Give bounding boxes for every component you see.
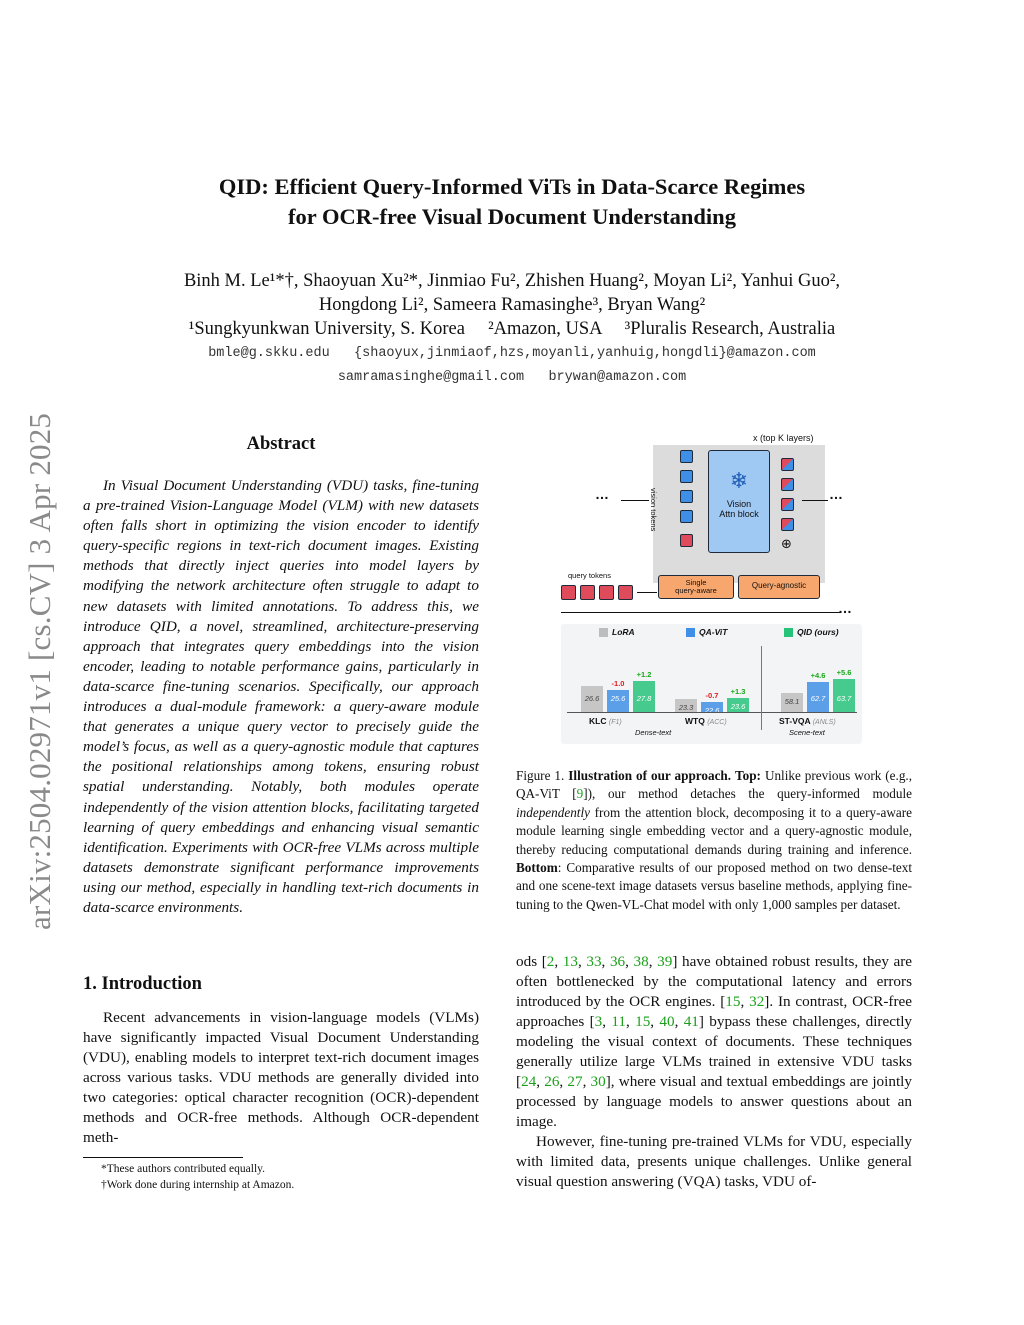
bar-value-label: 25.6	[610, 694, 626, 703]
bar-value-label: 62.7	[810, 694, 826, 703]
citation-link[interactable]: 13	[562, 953, 578, 970]
figure-caption	[516, 767, 912, 914]
output-token	[781, 478, 794, 491]
citation-link[interactable]: 32	[749, 993, 765, 1010]
output-token	[781, 458, 794, 471]
query-token	[680, 534, 693, 547]
x-label-klc-metric: (F1)	[608, 719, 622, 726]
emails-line2: samramasinghe@gmail.com brywan@amazon.com	[337, 370, 687, 385]
delta-label: +5.6	[836, 668, 852, 678]
citation-link[interactable]: 30	[590, 1073, 606, 1090]
caption-cite[interactable]: 9	[576, 786, 584, 802]
abstract-heading: Abstract	[246, 434, 316, 454]
plot-area	[567, 642, 857, 715]
authors-line1: Binh M. Le¹*†, Shaoyuan Xu²*, Jinmiao Fu², Zhishen Huang², Moyan Li², Yanhui Guo²,	[183, 271, 841, 291]
vision-attn-block	[708, 450, 770, 553]
category-scene-text: Scene-text	[789, 728, 825, 737]
x-label-klc	[589, 716, 622, 726]
query-token	[599, 585, 614, 600]
legend-swatch-qid	[784, 628, 793, 637]
citations-1: 2, 13, 33, 36, 38, 39	[546, 953, 673, 970]
bar-value-label: 58.1	[784, 696, 800, 706]
query-tokens-label: query tokens	[568, 571, 611, 580]
arrow-bottom	[561, 612, 841, 613]
citation-link[interactable]: 15	[725, 993, 741, 1010]
citation-link[interactable]: 26	[544, 1073, 560, 1090]
top-k-layers-label: x (top K layers)	[753, 433, 814, 443]
citations-4: 24, 26, 27, 30	[521, 1073, 606, 1090]
abstract-text: In Visual Document Understanding (VDU) tasks, fine-tuning a pre-trained Vision-Language Model (VLM) with new datasets often falls short in optimizing the vision encoder to identify query-specific regions in text-rich document images. Existing methods that directly inject queries into model layers by modifying the network architecture often struggle to adapt to new datasets with limited annotations. To address this, we introduce QID, a novel, streamlined, architecture-preserving approach that integrates query embeddings into the vision encoder, leading to notable performance gains, particularly in data-scarce fine-tuning scenarios. Specifically, our approach introduces a dual-module framework: a query-aware module that generates a unique query vector to precisely guide the model’s focus, as well as a query-agnostic module that captures the positional relationships among tokens, ensuring robust spatial understanding. Notably, both modules operate independently of the vision attention blocks, facilitating targeted learning of query embeddings and enhancing visual semantic identification. Experiments with OCR-free VLMs across multiple datasets demonstrate significant performance improvements using our method, especially in handling text-rich documents in data-scarce environments.	[83, 477, 479, 916]
bar-value-label: 27.8	[636, 694, 652, 703]
caption-text1: Unlike previous work (e.g., QA-ViT [	[516, 768, 913, 802]
intro-para1	[83, 1008, 479, 1148]
footnote-1: *These authors contributed equally.	[101, 1163, 266, 1175]
emails-line1: bmle@g.skku.edu {shaoyux,jinmiaof,hzs,moyanli,yanhuig,hongdli}@amazon.com	[208, 346, 816, 361]
single-query-aware-module	[658, 575, 734, 599]
citation-link[interactable]: 24	[521, 1073, 537, 1090]
figure-1	[555, 428, 867, 748]
group-divider	[761, 646, 762, 730]
bar-value-label: 23.6	[730, 701, 746, 711]
bar-value-label: 26.6	[584, 694, 600, 703]
query-token	[580, 585, 595, 600]
intro-para-right1	[516, 952, 912, 1132]
delta-label: -0.7	[705, 690, 719, 700]
footnote-rule	[83, 1157, 243, 1158]
ellipsis-left: …	[595, 486, 609, 502]
citation-link[interactable]: 3	[594, 1013, 603, 1030]
authors-line2: Hongdong Li², Sameera Ramasinghe³, Bryan Wang²	[318, 295, 706, 315]
x-label-wtq-name: WTQ	[685, 716, 705, 726]
x-axis	[567, 712, 857, 713]
x-label-klc-name: KLC	[589, 716, 607, 726]
caption-top-label: Top:	[735, 768, 761, 783]
paper-title-line2: for OCR-free Visual Document Understanding	[288, 204, 736, 229]
citation-link[interactable]: 33	[586, 953, 602, 970]
bar-value-label: 63.7	[836, 694, 852, 703]
x-label-wtq-metric: (ACC)	[707, 719, 727, 726]
plus-icon: ⊕	[781, 536, 792, 551]
caption-bottom-label: Bottom	[516, 860, 558, 876]
legend-swatch-lora	[599, 628, 608, 637]
intro-para-right2: However, fine-tuning pre-trained VLMs for VDU, especially with limited data, presents unique challenges. Unlike general visual question answering (VQA) tasks, VDU of-	[516, 1133, 912, 1190]
query-agnostic-module: Query-agnostic	[738, 575, 820, 599]
caption-prefix: Figure 1.	[516, 768, 565, 783]
ellipsis-right: …	[829, 486, 843, 502]
output-token	[781, 498, 794, 511]
category-dense-text: Dense-text	[635, 728, 672, 737]
citations-3: 3, 11, 15, 40, 41	[594, 1013, 699, 1030]
results-chart	[561, 624, 862, 744]
attn-block-line1: Vision	[726, 499, 752, 509]
paper-title-line1: QID: Efficient Query-Informed ViTs in Data-Scarce Regimes	[218, 174, 806, 199]
x-label-stvqa	[779, 716, 836, 726]
legend-label-qid: QID (ours)	[797, 627, 839, 637]
citations-2: 15, 32	[725, 993, 765, 1010]
citation-link[interactable]: 38	[633, 953, 649, 970]
delta-label: +1.2	[636, 669, 652, 679]
x-label-stvqa-metric: (ANLS)	[812, 719, 836, 726]
arxiv-stamp: arXiv:2504.02971v1 [cs.CV] 3 Apr 2025	[22, 412, 57, 930]
intro-right-column	[516, 952, 912, 1192]
citation-link[interactable]: 40	[659, 1013, 675, 1030]
text-span: ], where visual and textual embeddings are jointly processed by language models to answer questions about an image.	[516, 1073, 912, 1130]
legend-label-lora: LoRA	[612, 627, 635, 637]
x-label-stvqa-name: ST-VQA	[779, 716, 811, 726]
citation-link[interactable]: 36	[609, 953, 626, 970]
bar-value-label: 22.6	[704, 705, 720, 715]
caption-title: Illustration of our approach.	[568, 768, 732, 783]
citation-link[interactable]: 27	[567, 1073, 583, 1090]
vision-token	[680, 510, 693, 523]
vision-token	[680, 470, 693, 483]
vision-token	[680, 490, 693, 503]
abstract-body	[83, 476, 479, 918]
caption-text2: ]), our method detaches the query-informed module	[583, 786, 912, 802]
vision-token	[680, 450, 693, 463]
delta-label: +1.3	[730, 686, 746, 696]
snowflake-icon: ❄	[729, 468, 749, 493]
arrow-out	[802, 500, 828, 501]
introduction-heading: 1. Introduction	[83, 974, 202, 994]
query-token	[618, 585, 633, 600]
output-token	[781, 518, 794, 531]
citation-link[interactable]: 41	[683, 1013, 699, 1030]
citation-link[interactable]: 15	[635, 1013, 651, 1030]
delta-label: +4.6	[810, 670, 826, 680]
single-query-line1: Single	[685, 578, 707, 587]
legend-swatch-qavit	[686, 628, 695, 637]
x-label-wtq	[685, 716, 727, 726]
text-span: ]. In contrast, OCR-free approaches [	[516, 993, 913, 1030]
text-span: ] bypass these challenges, directly modeling the visual context of documents. These techniques generally utilize large VLMs trained in extensive VDU tasks [	[516, 1013, 913, 1090]
delta-label: -1.0	[611, 678, 625, 688]
caption-text4: : Comparative results of our proposed method on two dense-text and one scene-text image datasets versus baseline methods, applying fine-tuning to the Qwen-VL-Chat model with only 1,000 samples per dataset.	[516, 860, 912, 912]
arrow-query	[637, 592, 657, 593]
citation-link[interactable]: 2	[546, 953, 555, 970]
affiliations: ¹Sungkyunkwan University, S. Korea ²Amazon, USA ³Pluralis Research, Australia	[188, 319, 836, 339]
citation-link[interactable]: 11	[611, 1013, 626, 1030]
single-query-line2: query-aware	[675, 586, 717, 595]
ellipsis-bottom: …	[838, 600, 852, 616]
query-token	[561, 585, 576, 600]
footnote-2: †Work done during internship at Amazon.	[101, 1179, 295, 1191]
caption-text3: from the attention block, decomposing it to a query-aware module learning single embedding vector and a query-agnostic module, thereby reducing computational demands during training and inference.	[516, 804, 912, 857]
bar-value-label: 23.3	[678, 702, 694, 712]
vision-tokens-label: vision tokens	[649, 488, 658, 532]
citation-link[interactable]: 39	[657, 953, 673, 970]
legend-label-qavit: QA-ViT	[699, 627, 728, 637]
text-span: ods [	[516, 953, 547, 970]
attn-block-line2: Attn block	[719, 509, 759, 519]
arrow-in	[621, 500, 649, 501]
intro-para1-text: Recent advancements in vision-language models (VLMs) have significantly impacted Visual Document Understanding (VDU), enabling models to interpret text-rich document images across various tasks. VDU methods are generally divided into two categories: optical character recognition (OCR)-dependent methods and OCR-free methods. Although OCR-dependent meth-	[83, 1009, 479, 1146]
text-span: ] have obtained robust results, they are often bottlenecked by the computational latency and errors introduced by the OCR engines. [	[516, 953, 913, 1010]
caption-italic: independently	[516, 804, 590, 820]
